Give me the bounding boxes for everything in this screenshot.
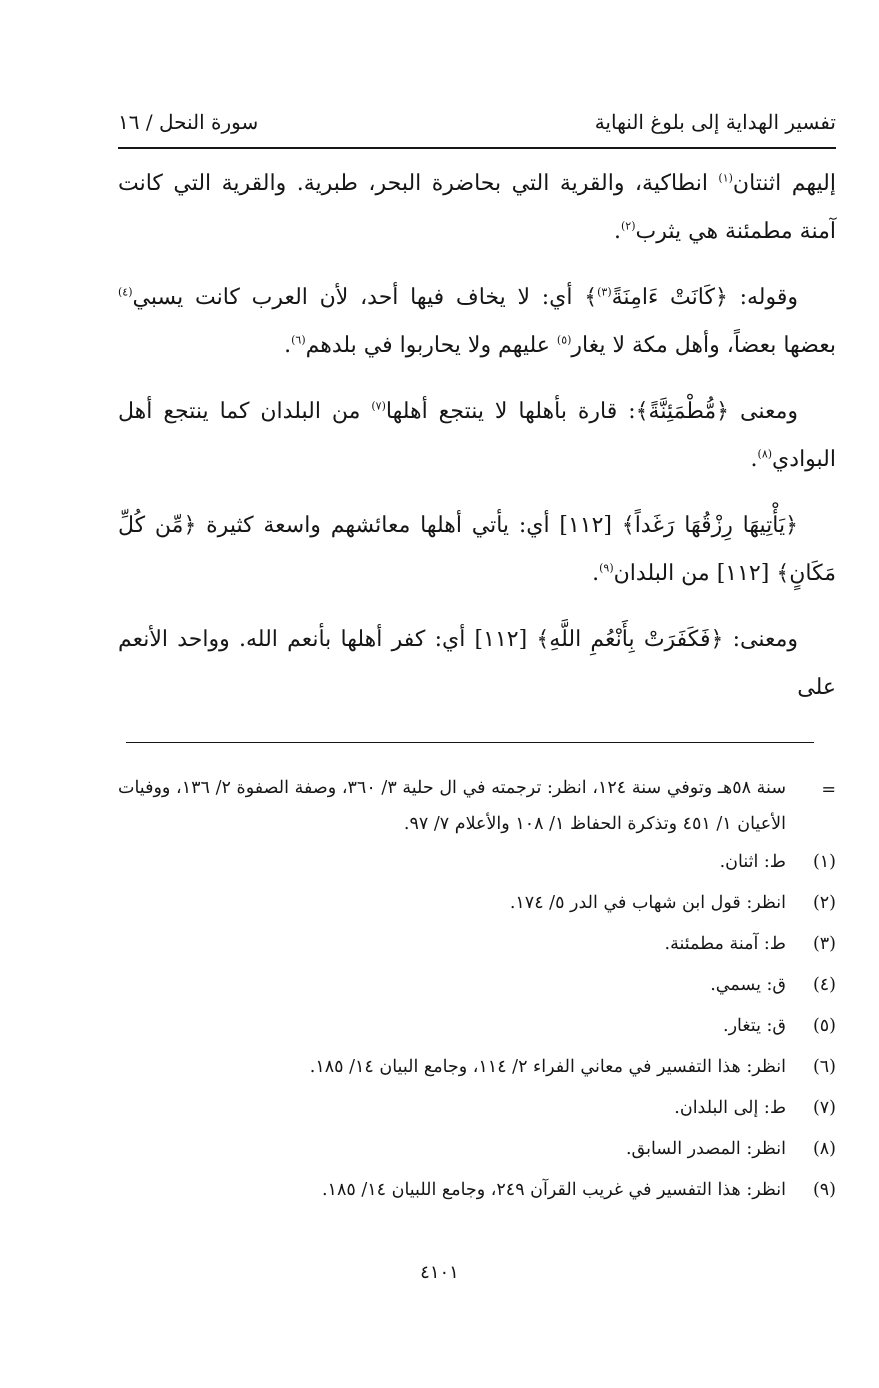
footnote-item <box>118 1088 836 1129</box>
text-segment: . <box>614 219 621 244</box>
page-number: ٤١٠١ <box>420 1262 459 1283</box>
footnote-text: ق: يسمي. <box>710 975 786 995</box>
text-segment: [١١٢] من البلدان <box>613 561 777 586</box>
text-segment: ومعنى <box>729 399 798 424</box>
paragraph-1 <box>118 160 836 256</box>
footnote-item <box>118 1006 836 1047</box>
quran-quote: ﴿فَكَفَرَتْ بِأَنْعُمِ اللَّهِ﴾ <box>536 627 724 652</box>
footnote-text: ط: اثنان. <box>719 852 786 872</box>
footnote-item <box>118 924 836 965</box>
footnote-ref-3: (٣) <box>597 285 612 299</box>
footnote-divider <box>126 742 814 743</box>
footnote-text: انظر: هذا التفسير في غريب القرآن ٢٤٩، وجامع اللبيان ١٤/ ١٨٥. <box>321 1180 786 1200</box>
footnote-item <box>118 1129 836 1170</box>
footnote-ref-8: (٨) <box>757 447 773 461</box>
text-segment: بعضها بعضاً، وأهل مكة لا يغار <box>571 333 836 358</box>
paragraph-2 <box>118 274 836 370</box>
footnote-text: انظر: قول ابن شهاب في الدر ٥/ ١٧٤. <box>509 893 786 913</box>
footnote-item <box>118 883 836 924</box>
footnote-number: (٢) <box>812 893 836 913</box>
continuation-mark: = <box>821 780 836 800</box>
footnote-ref-9: (٩) <box>599 561 614 575</box>
footnote-item <box>118 1047 836 1088</box>
text-segment: [١١٢] أي: كفر أهلها بأنعم الله. وواحد الأنعم على <box>118 627 836 700</box>
running-header <box>118 98 836 146</box>
continuation-text: سنة ٥٨هـ وتوفي سنة ١٢٤، انظر: ترجمته في ال حلية ٣/ ٣٦٠، وصفة الصفوة ٢/ ١٣٦، ووفيات الأعيان ١/ ٤٥١ وتذكرة الحفاظ ١/ ١٠٨ والأعلام ٧/ ٩٧. <box>118 778 786 834</box>
footnote-text: انظر: المصدر السابق. <box>625 1139 786 1159</box>
text-segment: . <box>592 561 600 586</box>
text-segment: ومعنى: <box>723 627 799 652</box>
footnote-number: (٦) <box>812 1057 836 1077</box>
header-divider <box>118 147 836 149</box>
quran-quote: ﴿يَأْتِيهَا رِزْقُهَا رَغَداً﴾ <box>621 513 798 538</box>
paragraph-4 <box>118 502 836 598</box>
footnote-number: (٤) <box>812 975 836 995</box>
footnote-item <box>118 1170 836 1211</box>
paragraph-3 <box>118 388 836 484</box>
footnotes <box>118 770 836 1211</box>
footnote-text: ط: إلى البلدان. <box>674 1098 786 1118</box>
text-segment: وقوله: <box>727 285 798 310</box>
footnote-text: انظر: هذا التفسير في معاني الفراء ٢/ ١١٤، وجامع البيان ١٤/ ١٨٥. <box>309 1057 786 1077</box>
text-segment: . <box>284 333 292 358</box>
main-text <box>118 160 836 730</box>
quran-quote: ﴿كَانَتْ ءَامِنَةً <box>611 285 728 310</box>
footnote-continuation <box>118 770 836 842</box>
footnote-ref-4: (٤) <box>118 285 133 299</box>
footnote-ref-6: (٦) <box>291 333 306 347</box>
text-segment: . <box>750 447 758 472</box>
footnote-number: (٥) <box>812 1016 836 1036</box>
footnote-item <box>118 842 836 883</box>
text-segment: عليهم ولا يحاربوا في بلدهم <box>305 333 557 358</box>
footnote-item <box>118 965 836 1006</box>
quran-quote: ﴿مُّطْمَئِنَّةً﴾ <box>635 399 730 424</box>
footnote-ref-2: (٢) <box>621 219 636 233</box>
text-segment: : قارة بأهلها لا ينتجع أهلها <box>385 399 636 424</box>
paragraph-5 <box>118 616 836 712</box>
footnote-number: (٣) <box>812 934 836 954</box>
text-segment: أي: لا يخاف فيها أحد، لأن العرب كانت يسبي <box>132 285 585 310</box>
footnote-number: (٩) <box>812 1180 836 1200</box>
book-title: تفسير الهداية إلى بلوغ النهاية <box>594 110 836 134</box>
footnote-ref-5: (٥) <box>556 333 572 347</box>
text-segment: [١١٢] أي: يأتي أهلها معائشهم واسعة كثيرة <box>196 513 622 538</box>
text-segment: انطاكية، والقرية التي بحاضرة البحر، طبرية. والقرية التي كانت آمنة مطمئنة هي يثرب <box>118 171 836 244</box>
footnote-ref-7: (٧) <box>371 399 386 413</box>
footnote-number: (٨) <box>812 1139 836 1159</box>
footnote-text: ق: يتغار. <box>723 1016 786 1036</box>
footnote-text: ط: آمنة مطمئنة. <box>664 934 786 954</box>
footnote-ref-1: (١) <box>718 171 733 185</box>
text-segment: من البلدان كما ينتجع أهل البوادي <box>118 399 836 472</box>
surah-reference: سورة النحل / ١٦ <box>118 110 259 134</box>
footnote-number: (٧) <box>812 1098 836 1118</box>
text-segment: إليهم اثنتان <box>732 171 836 196</box>
quran-bracket: ﴾ <box>584 285 598 310</box>
footnote-number: (١) <box>812 852 836 872</box>
quran-quote: ﴿مِّن كُلِّ مَكَانٍ﴾ <box>118 513 836 586</box>
